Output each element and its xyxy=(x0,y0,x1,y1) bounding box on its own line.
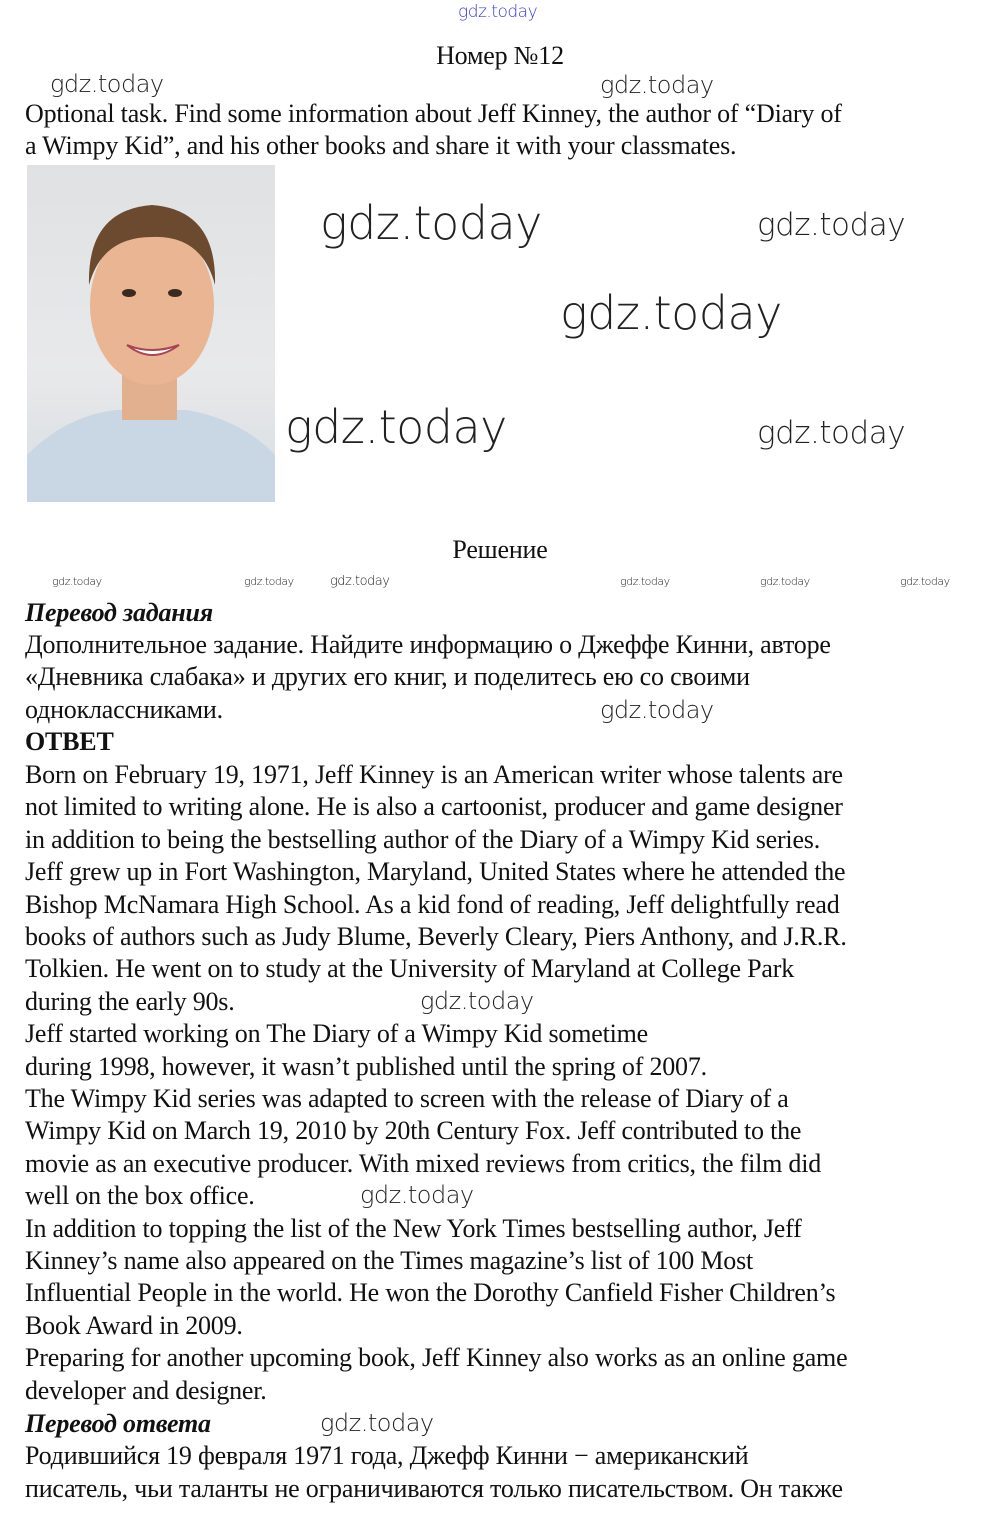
solution-heading: Решение xyxy=(452,535,548,564)
text-line: a Wimpy Kid”, and his other books and share it with your classmates. xyxy=(25,131,737,160)
watermark: gdz.today xyxy=(52,575,102,588)
text-line: Optional task. Find some information about Jeff Kinney, the author of “Diary of xyxy=(25,99,842,128)
text-line: Родившийся 19 февраля 1971 года, Джефф Кинни − американский xyxy=(25,1441,749,1470)
text-line: in addition to being the bestselling author of the Diary of a Wimpy Kid series. xyxy=(25,824,821,854)
text-line: «Дневника слабака» и других его книг, и поделитесь ею со своими xyxy=(25,662,750,691)
watermark: gdz.today xyxy=(760,575,810,588)
text-line: not limited to writing alone. He is also a cartoonist, producer and game designer xyxy=(25,792,843,822)
text-line: Preparing for another upcoming book, Jeff Kinney also works as an online game xyxy=(25,1343,848,1373)
answer-heading: ОТВЕТ xyxy=(25,727,114,756)
watermark: gdz.today xyxy=(600,71,714,99)
text-line: Jeff started working on The Diary of a Wimpy Kid sometime xyxy=(25,1019,648,1049)
task-translation-heading: Перевод задания xyxy=(25,598,213,627)
text-line: Book Award in 2009. xyxy=(25,1310,243,1340)
watermark: gdz.today xyxy=(458,2,538,22)
answer-translation-heading: Перевод ответа xyxy=(25,1409,211,1438)
watermark: gdz.today xyxy=(757,207,906,243)
text-line: писатель, чьи таланты не ограничиваются только писательством. Он также xyxy=(25,1474,843,1503)
watermark: gdz.today xyxy=(560,286,782,340)
text-line: Influential People in the world. He won the Dorothy Canfield Fisher Children’s xyxy=(25,1278,836,1308)
text-line: Wimpy Kid on March 19, 2010 by 20th Century Fox. Jeff contributed to the xyxy=(25,1116,802,1146)
text-line: In addition to topping the list of the New York Times bestselling author, Jeff xyxy=(25,1213,802,1243)
watermark: gdz.today xyxy=(600,696,714,724)
text-line: developer and designer. xyxy=(25,1375,267,1405)
text-line: during 1998, however, it wasn’t published until the spring of 2007. xyxy=(25,1051,707,1081)
watermark: gdz.today xyxy=(244,575,294,588)
text-line: books of authors such as Judy Blume, Beverly Cleary, Piers Anthony, and J.R.R. xyxy=(25,922,847,951)
author-photo xyxy=(27,165,275,502)
text-line: одноклассниками. xyxy=(25,695,223,724)
text-line: The Wimpy Kid series was adapted to screen with the release of Diary of a xyxy=(25,1084,789,1113)
watermark: gdz.today xyxy=(360,1181,474,1209)
text-line: Kinney’s name also appeared on the Times magazine’s list of 100 Most xyxy=(25,1246,754,1275)
text-line: Tolkien. He went on to study at the University of Maryland at College Park xyxy=(25,954,794,984)
watermark: gdz.today xyxy=(50,70,164,98)
text-line: Bishop McNamara High School. As a kid fond of reading, Jeff delightfully read xyxy=(25,889,840,919)
watermark: gdz.today xyxy=(757,415,906,451)
page-title: Номер №12 xyxy=(436,41,564,70)
watermark: gdz.today xyxy=(320,1409,434,1437)
text-line: movie as an executive producer. With mixed reviews from critics, the film did xyxy=(25,1148,822,1178)
text-line: Born on February 19, 1971, Jeff Kinney is an American writer whose talents are xyxy=(25,760,843,789)
text-line: well on the box office. xyxy=(25,1181,255,1211)
watermark: gdz.today xyxy=(320,196,542,250)
text-line: Дополнительное задание. Найдите информацию о Джеффе Кинни, авторе xyxy=(25,630,831,659)
watermark: gdz.today xyxy=(620,575,670,588)
watermark: gdz.today xyxy=(330,574,390,589)
watermark: gdz.today xyxy=(420,987,534,1015)
text-line: Jeff grew up in Fort Washington, Maryland, United States where he attended the xyxy=(25,857,846,887)
watermark: gdz.today xyxy=(285,400,507,454)
watermark: gdz.today xyxy=(900,575,950,588)
text-line: during the early 90s. xyxy=(25,986,235,1016)
